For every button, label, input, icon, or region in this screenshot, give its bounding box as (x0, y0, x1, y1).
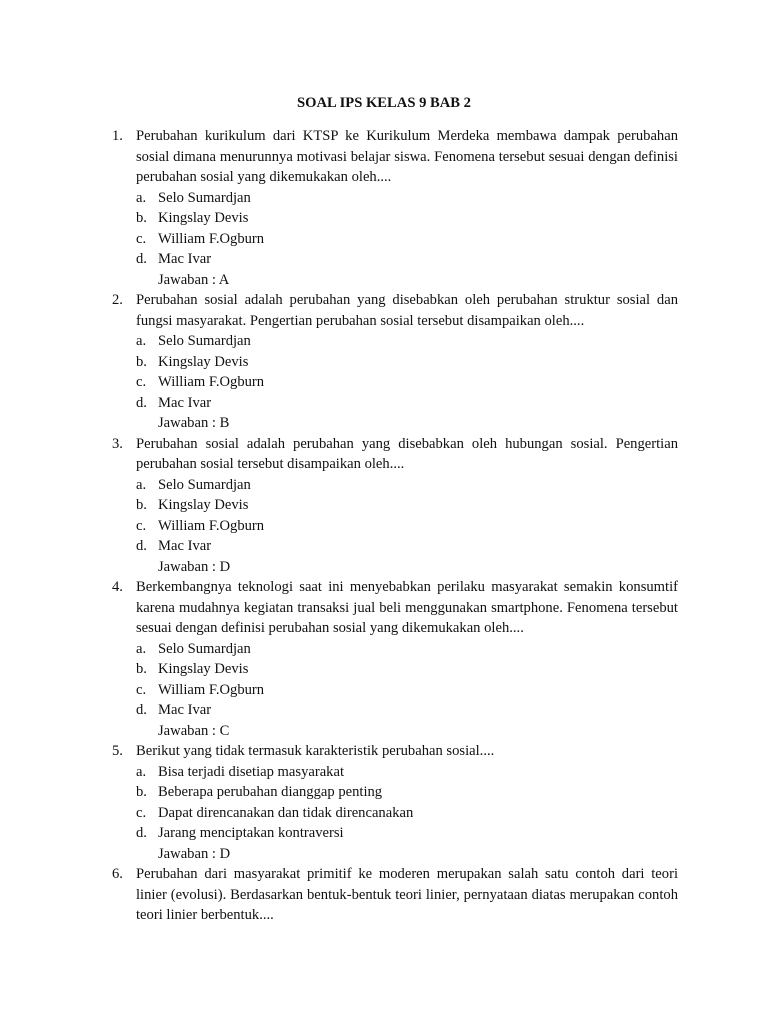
question-number: 4. (112, 579, 123, 595)
option-text: Kingslay Devis (158, 353, 249, 370)
option-text: Mac Ivar (158, 702, 212, 718)
document-title: SOAL IPS KELAS 9 BAB 2 (297, 95, 471, 111)
option-text: William F.Ogburn (158, 230, 265, 247)
option-list (136, 762, 678, 844)
option-item (136, 208, 678, 229)
question-item (112, 434, 678, 578)
question-text: Perubahan sosial adalah perubahan yang disebabkan oleh perubahan struktur sosial dan fungsi masyarakat. Pengertian perubahan sosial tersebut disampaikan oleh.... (136, 292, 678, 329)
question-text: Perubahan dari masyarakat primitif ke moderen merupakan salah satu contoh dari teori linier (evolusi). Berdasarkan bentuk-bentuk teori linier, pernyataan diatas merupakan contoh teori linier berbentuk.... (136, 866, 678, 923)
option-item (136, 536, 678, 557)
option-text: Selo Sumardjan (158, 333, 251, 349)
option-letter: d. (136, 825, 147, 841)
option-text: Kingslay Devis (158, 497, 249, 513)
option-letter: a. (136, 640, 147, 657)
option-text: Selo Sumardjan (158, 189, 251, 206)
option-list (136, 188, 678, 270)
option-letter: a. (136, 763, 147, 780)
question-item (112, 741, 678, 864)
option-text: Mac Ivar (158, 251, 212, 267)
option-letter: b. (136, 784, 147, 800)
option-letter: d. (136, 394, 147, 411)
option-letter: b. (136, 661, 147, 677)
option-letter: b. (136, 210, 147, 226)
option-text: Kingslay Devis (158, 210, 249, 226)
option-item (136, 249, 678, 270)
question-list (112, 126, 678, 926)
option-text: Kingslay Devis (158, 661, 249, 677)
option-item (136, 393, 678, 414)
option-list (136, 331, 678, 413)
option-letter: a. (136, 333, 147, 349)
option-item (136, 823, 678, 844)
option-text: Selo Sumardjan (158, 476, 251, 493)
option-text: Bisa terjadi disetiap masyarakat (158, 763, 345, 780)
option-text: Beberapa perubahan dianggap penting (158, 784, 383, 800)
option-list (136, 639, 678, 721)
option-item (136, 700, 678, 721)
option-text: Dapat direncanakan dan tidak direncanakan (158, 804, 414, 821)
answer-key: Jawaban : C (158, 722, 230, 739)
answer-key: Jawaban : D (158, 845, 231, 862)
question-text: Perubahan kurikulum dari KTSP ke Kurikulum Merdeka membawa dampak perubahan sosial dimana menurunnya motivasi belajar siswa. Fenomena tersebut sesuai dengan definisi perubahan sosial yang dikemukakan oleh.... (136, 128, 678, 185)
option-text: Mac Ivar (158, 394, 212, 411)
option-text: Selo Sumardjan (158, 640, 251, 657)
option-item (136, 331, 678, 352)
option-text: William F.Ogburn (158, 517, 265, 534)
option-letter: b. (136, 497, 147, 513)
option-item (136, 495, 678, 516)
question-text: Perubahan sosial adalah perubahan yang disebabkan oleh hubungan sosial. Pengertian perubahan sosial tersebut disampaikan oleh.... (136, 435, 678, 472)
option-letter: d. (136, 251, 147, 267)
option-item (136, 639, 678, 660)
question-number: 6. (112, 866, 123, 882)
option-letter: d. (136, 538, 147, 554)
option-item (136, 516, 678, 537)
question-item (112, 126, 678, 290)
option-item (136, 372, 678, 393)
option-text: William F.Ogburn (158, 374, 265, 390)
option-letter: c. (136, 517, 147, 534)
option-item (136, 803, 678, 824)
question-number: 2. (112, 292, 123, 308)
option-letter: c. (136, 374, 147, 390)
question-number: 3. (112, 435, 123, 452)
option-item (136, 188, 678, 209)
question-text: Berkembangnya teknologi saat ini menyebabkan perilaku masyarakat semakin konsumtif karena mudahnya kegiatan transaksi jual beli menggunakan smartphone. Fenomena tersebut sesuai dengan definisi perubahan sosial yang dikemukakan oleh.... (136, 579, 678, 636)
option-letter: b. (136, 353, 147, 370)
answer-key: Jawaban : A (158, 271, 230, 288)
option-list (136, 475, 678, 557)
answer-key: Jawaban : D (158, 558, 231, 575)
option-letter: c. (136, 230, 147, 247)
option-letter: a. (136, 476, 147, 493)
option-item (136, 229, 678, 250)
question-text: Berikut yang tidak termasuk karakteristik perubahan sosial.... (136, 743, 495, 759)
option-letter: d. (136, 702, 147, 718)
question-item (112, 290, 678, 434)
question-item (112, 577, 678, 741)
option-item (136, 352, 678, 373)
option-item (136, 762, 678, 783)
option-item (136, 782, 678, 803)
option-text: William F.Ogburn (158, 681, 265, 698)
option-item (136, 475, 678, 496)
option-letter: c. (136, 804, 147, 821)
question-number: 1. (112, 128, 123, 144)
option-text: Jarang menciptakan kontraversi (158, 825, 344, 841)
answer-key: Jawaban : B (158, 415, 230, 431)
option-letter: c. (136, 681, 147, 698)
question-number: 5. (112, 743, 123, 759)
question-item (112, 864, 678, 926)
option-item (136, 680, 678, 701)
option-letter: a. (136, 189, 147, 206)
option-text: Mac Ivar (158, 538, 212, 554)
option-item (136, 659, 678, 680)
